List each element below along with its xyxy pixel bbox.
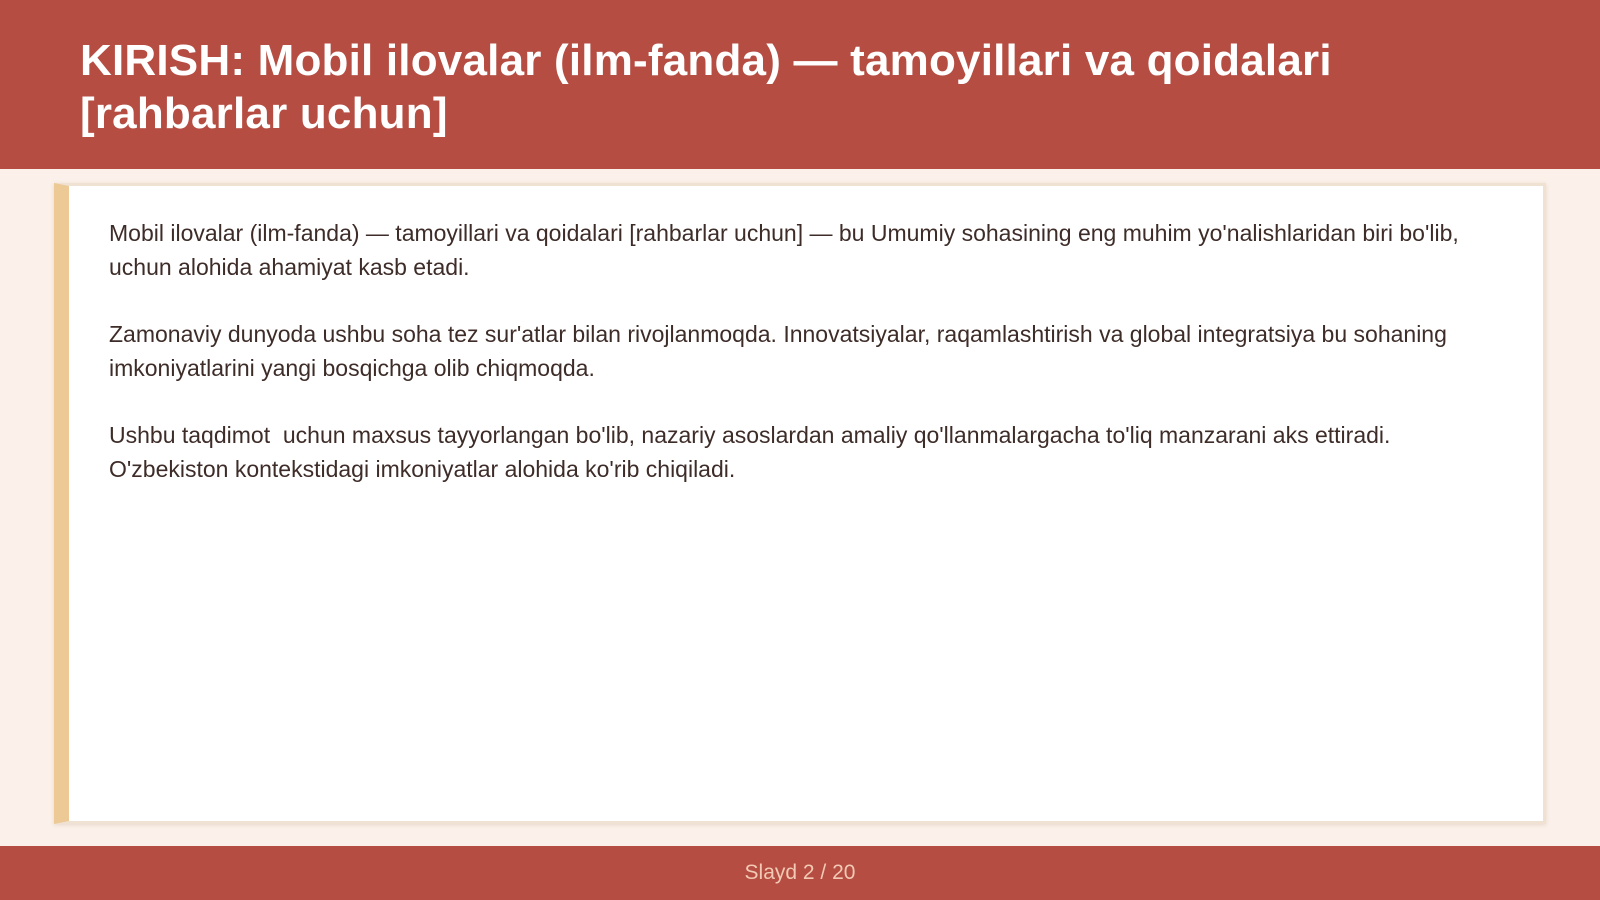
paragraph-2: Zamonaviy dunyoda ushbu soha tez sur'atlar bilan rivojlanmoqda. Innovatsiyalar, raqamlashtirish va global integratsiya bu sohaning imkoniyatlarini yangi bosqichga olib chiqmoqda.	[109, 321, 1454, 381]
paragraph-1: Mobil ilovalar (ilm-fanda) — tamoyillari va qoidalari [rahbarlar uchun] — bu Umumiy sohasining eng muhim yo'nalishlaridan biri bo'lib, uchun alohida ahamiyat kasb etadi.	[109, 220, 1472, 280]
paragraph-3: Ushbu taqdimot uchun maxsus tayyorlangan bo'lib, nazariy asoslardan amaliy qo'llanmalargacha to'liq manzarani aks ettiradi. O'zbekiston kontekstidagi imkoniyatlar alohida ko'rib chiqiladi.	[109, 422, 1397, 482]
content-card	[54, 183, 1546, 824]
slide-counter: Slayd 2 / 20	[744, 861, 856, 884]
slide-header	[0, 0, 1600, 169]
slide-title: KIRISH: Mobil ilovalar (ilm-fanda) — tamoyillari va qoidalari [rahbarlar uchun]	[80, 36, 1332, 138]
slide-footer	[0, 846, 1600, 900]
